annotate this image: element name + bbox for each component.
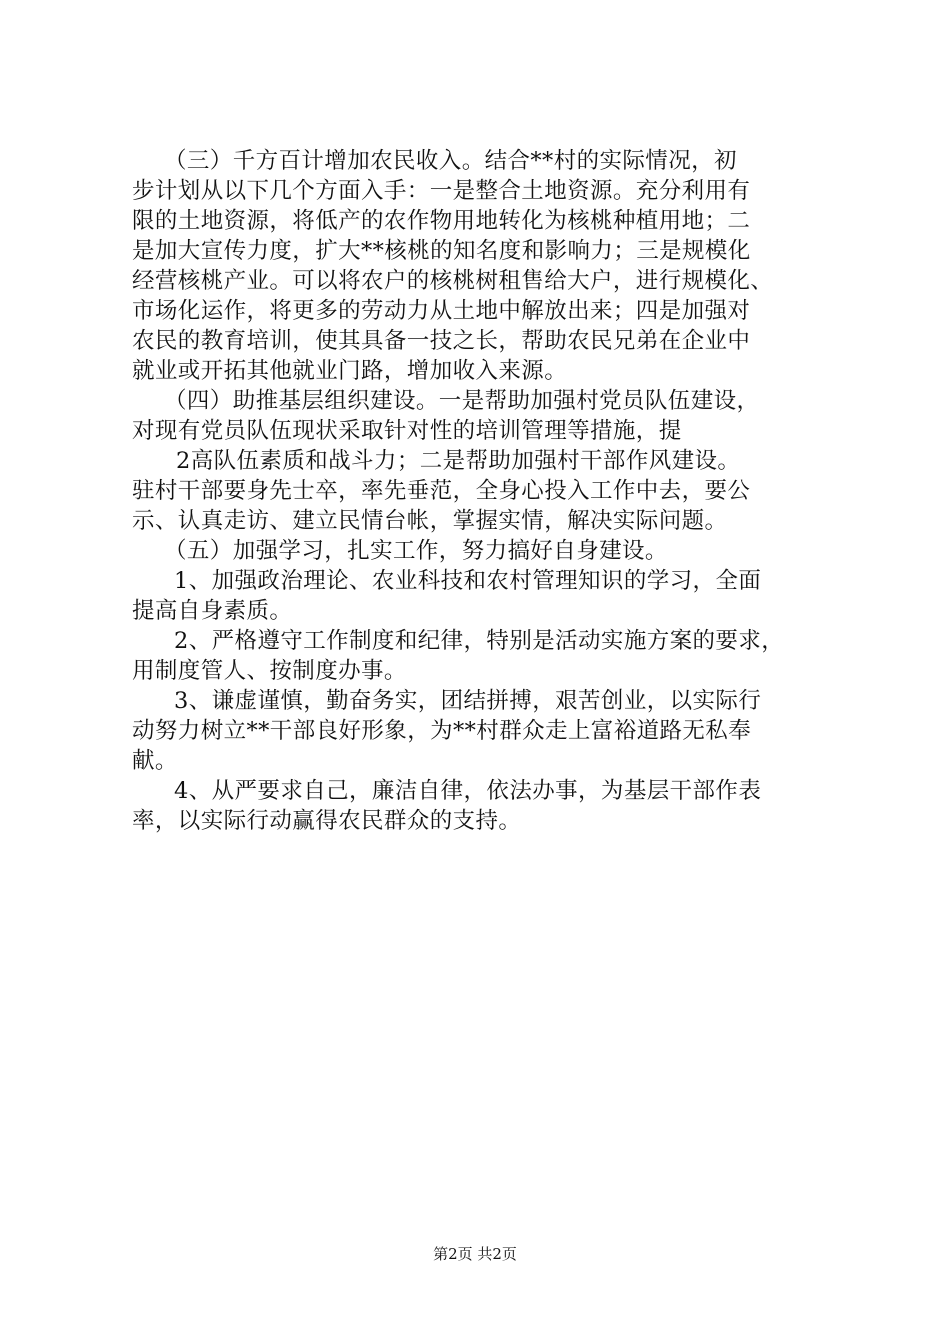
text-line: 是加大宣传力度，扩大**核桃的知名度和影响力；三是规模化	[132, 238, 751, 264]
text-line: 2高队伍素质和战斗力；二是帮助加强村干部作风建设。	[176, 448, 741, 474]
text-line: 3、谦虚谨慎，勤奋务实，团结拼搏，艰苦创业，以实际行	[174, 688, 762, 714]
text-line: 4、从严要求自己，廉洁自律，依法办事，为基层干部作表	[174, 778, 762, 804]
text-line: （三）千方百计增加农民收入。结合**村的实际情况，初	[164, 148, 737, 174]
text-line: 驻村干部要身先士卒，率先垂范，全身心投入工作中去，要公	[132, 478, 751, 504]
text-line: 市场化运作，将更多的劳动力从土地中解放出来；四是加强对	[132, 298, 751, 324]
text-line: 献。	[132, 748, 178, 774]
text-line: 步计划从以下几个方面入手：一是整合土地资源。充分利用有	[132, 178, 751, 204]
text-line: 经营核桃产业。可以将农户的核桃树租售给大户，进行规模化、	[132, 268, 774, 294]
text-line: 就业或开拓其他就业门路，增加收入来源。	[132, 358, 568, 384]
text-line: 示、认真走访、建立民情台帐，掌握实情，解决实际问题。	[132, 508, 728, 534]
text-line: 提高自身素质。	[132, 598, 293, 624]
text-line: 对现有党员队伍现状采取针对性的培训管理等措施，提	[132, 418, 682, 444]
text-line: 用制度管人、按制度办事。	[132, 658, 407, 684]
text-line: 1、加强政治理论、农业科技和农村管理知识的学习，全面	[174, 568, 762, 594]
page-number-footer: 第2页 共2页	[433, 1245, 517, 1263]
text-line: 限的土地资源，将低产的农作物用地转化为核桃种植用地；二	[132, 208, 751, 234]
text-line: 动努力树立**干部良好形象，为**村群众走上富裕道路无私奉	[132, 718, 752, 744]
text-line: 农民的教育培训，使其具备一技之长，帮助农民兄弟在企业中	[132, 328, 751, 354]
text-line: 率，以实际行动赢得农民群众的支持。	[132, 808, 522, 834]
text-line: （四）助推基层组织建设。一是帮助加强村党员队伍建设，	[164, 388, 760, 414]
text-line: 2、严格遵守工作制度和纪律，特别是活动实施方案的要求，	[174, 628, 785, 654]
text-line: （五）加强学习，扎实工作，努力搞好自身建设。	[164, 538, 668, 564]
